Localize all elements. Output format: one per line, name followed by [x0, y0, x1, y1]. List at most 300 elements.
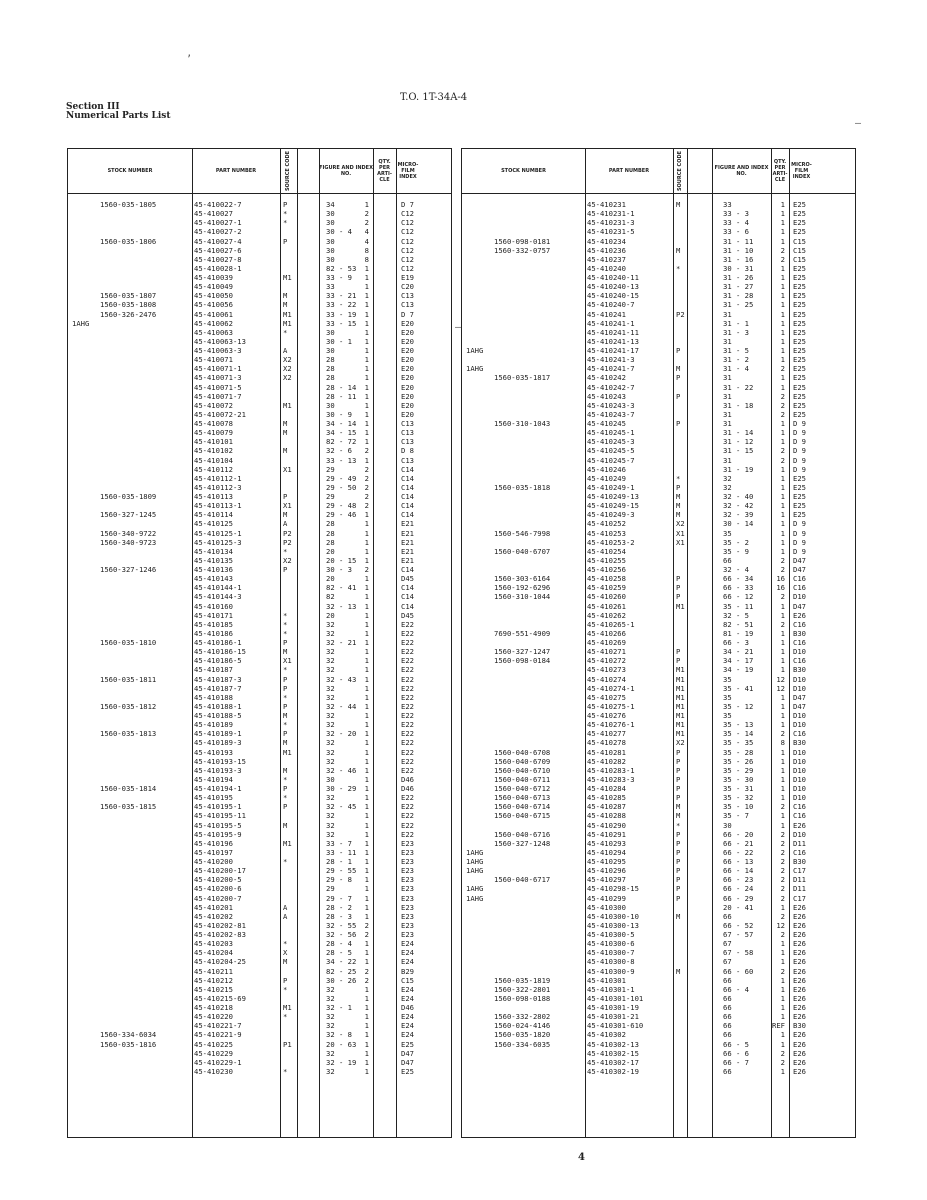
prefix-cell: 1AHG	[466, 893, 484, 903]
qty-cell: 1	[780, 993, 785, 1003]
microfilm-cell: D10	[793, 774, 806, 784]
figure-index-cell: 31 - 16	[723, 254, 754, 264]
table-row	[462, 839, 855, 848]
source-code-cell: A	[283, 346, 288, 355]
qty-cell: 1	[364, 400, 369, 410]
qty-cell: 1	[780, 811, 785, 821]
qty-cell: 12	[776, 683, 785, 693]
qty-cell: 1	[780, 273, 785, 282]
table-row	[68, 364, 451, 373]
part-number-cell: 45-410301-101	[587, 993, 644, 1003]
source-code-cell: X2	[283, 355, 292, 365]
figure-index-cell: 28 - 11	[326, 391, 357, 401]
part-number-cell: 45-410273	[587, 665, 626, 675]
qty-cell: 1	[364, 336, 369, 346]
figure-index-cell: 28 - 4	[326, 939, 352, 949]
part-number-cell: 45-410039	[194, 273, 233, 282]
part-number-cell: 45-410189-1	[194, 729, 242, 739]
qty-cell: 1	[364, 583, 369, 593]
figure-index-cell: 82	[326, 592, 335, 602]
qty-cell: 1	[780, 1030, 785, 1040]
to-number: T.O. 1T-34A-4	[400, 92, 468, 103]
figure-index-cell: 29	[326, 884, 335, 894]
microfilm-cell: B29	[401, 966, 414, 976]
qty-cell: 1	[780, 747, 785, 757]
qty-cell: 1	[364, 346, 369, 355]
table-row	[68, 793, 451, 802]
part-number-cell: 45-410231-3	[587, 218, 635, 228]
figure-index-cell: 31 - 1	[723, 318, 749, 328]
microfilm-cell: C14	[401, 565, 414, 574]
margin-mark: —	[455, 322, 462, 333]
figure-index-cell: 82 - 53	[326, 263, 357, 273]
qty-cell: 2	[364, 920, 369, 930]
part-number-cell: 45-410245-5	[587, 446, 635, 456]
microfilm-cell: E25	[793, 510, 806, 520]
part-number-cell: 45-410300-8	[587, 957, 635, 967]
source-code-cell: M1	[676, 729, 685, 739]
table-row	[68, 300, 451, 309]
table-row	[462, 474, 855, 483]
figure-index-cell: 66 - 29	[723, 893, 754, 903]
stock-number-cell: 1560-035-1817	[494, 373, 551, 383]
qty-cell: 1	[780, 473, 785, 483]
figure-index-cell: 32	[326, 628, 335, 638]
figure-index-cell: 20	[326, 610, 335, 620]
figure-index-cell: 33	[723, 200, 732, 209]
qty-cell: 2	[780, 1057, 785, 1067]
qty-cell: 2	[780, 893, 785, 903]
table-row	[68, 255, 451, 264]
part-number-cell: 45-410079	[194, 428, 233, 438]
table-rows-left	[68, 200, 451, 1076]
part-number-cell: 45-410144-3	[194, 592, 242, 602]
microfilm-cell: D 7	[401, 309, 414, 319]
figure-index-cell: 32	[326, 720, 335, 730]
part-number-cell: 45-410193-15	[194, 756, 246, 766]
table-row	[462, 784, 855, 793]
part-number-cell: 45-410300-10	[587, 911, 639, 921]
source-code-cell: M1	[283, 318, 292, 328]
table-row	[68, 1021, 451, 1030]
stock-number-cell: 1560-327-1246	[100, 565, 157, 574]
figure-index-cell: 33 - 13	[326, 455, 357, 465]
figure-index-cell: 33 - 21	[326, 291, 357, 301]
table-row	[68, 501, 451, 510]
qty-cell: 1	[364, 318, 369, 328]
table-row	[68, 319, 451, 328]
source-code-cell: P	[676, 847, 681, 857]
figure-index-cell: 29 - 7	[326, 893, 352, 903]
qty-cell: 2	[780, 245, 785, 255]
qty-cell: 1	[364, 939, 369, 949]
qty-cell: 2	[364, 473, 369, 483]
table-row	[462, 1021, 855, 1030]
source-code-cell: M	[283, 957, 288, 967]
source-code-cell: A	[283, 911, 288, 921]
part-number-cell: 45-410291	[587, 829, 626, 839]
table-row	[68, 985, 451, 994]
table-row	[462, 574, 855, 583]
table-row	[462, 483, 855, 492]
figure-index-cell: 31 - 5	[723, 346, 749, 355]
part-number-cell: 45-410277	[587, 729, 626, 739]
figure-index-cell: 34 - 19	[723, 665, 754, 675]
table-row	[68, 227, 451, 236]
part-number-cell: 45-410202-81	[194, 920, 246, 930]
part-number-cell: 45-410027	[194, 209, 233, 219]
source-code-cell: P	[676, 784, 681, 793]
qty-cell: 1	[780, 601, 785, 611]
part-number-cell: 45-410301-19	[587, 1003, 639, 1012]
table-row	[462, 976, 855, 985]
source-code-cell: P1	[283, 1039, 292, 1049]
figure-index-cell: 66 - 60	[723, 966, 754, 976]
qty-cell: 1	[364, 902, 369, 912]
figure-index-cell: 32 - 4	[723, 565, 749, 574]
microfilm-cell: E20	[401, 391, 414, 401]
part-number-cell: 45-410295	[587, 857, 626, 866]
table-row	[68, 1067, 451, 1076]
part-number-cell: 45-410225	[194, 1039, 233, 1049]
stock-number-cell: 1560-040-6717	[494, 875, 551, 885]
figure-index-cell: 67 - 58	[723, 948, 754, 958]
qty-cell: 1	[780, 300, 785, 310]
source-code-cell: *	[283, 774, 288, 784]
figure-index-cell: 31 - 2	[723, 355, 749, 365]
table-row	[462, 620, 855, 629]
microfilm-cell: C16	[793, 574, 806, 584]
figure-index-cell: 30	[326, 209, 335, 219]
table-row	[68, 967, 451, 976]
part-number-cell: 45-410245-3	[587, 437, 635, 447]
figure-index-cell: 32	[326, 793, 335, 803]
figure-index-cell: 33	[326, 282, 335, 292]
part-number-cell: 45-410269	[587, 638, 626, 647]
figure-index-cell: 31	[723, 391, 732, 401]
qty-cell: 1	[780, 227, 785, 237]
figure-index-cell: 33 - 15	[326, 318, 357, 328]
part-number-cell: 45-410259	[587, 583, 626, 593]
table-row	[68, 948, 451, 957]
table-row	[462, 510, 855, 519]
qty-cell: 2	[364, 464, 369, 474]
part-number-cell: 45-410072-21	[194, 409, 246, 419]
source-code-cell: P	[676, 893, 681, 903]
source-code-cell: P	[283, 638, 288, 647]
qty-cell: 2	[364, 209, 369, 219]
part-number-cell: 45-410262	[587, 610, 626, 620]
qty-cell: 2	[780, 802, 785, 812]
source-code-cell: M	[283, 419, 288, 428]
source-code-cell: M	[283, 300, 288, 310]
part-number-cell: 45-410300	[587, 902, 626, 912]
microfilm-cell: E26	[793, 820, 806, 830]
table-row	[462, 894, 855, 903]
source-code-cell: M1	[283, 1003, 292, 1012]
table-row	[68, 373, 451, 382]
figure-index-cell: 66	[723, 1021, 732, 1031]
source-code-cell: P	[676, 747, 681, 757]
figure-index-cell: 28 - 14	[326, 382, 357, 392]
table-row	[462, 428, 855, 437]
table-row	[68, 857, 451, 866]
figure-index-cell: 29 - 55	[326, 866, 357, 876]
part-number-cell: 45-410061	[194, 309, 233, 319]
stock-number-cell: 1560-040-6708	[494, 747, 551, 757]
figure-index-cell: 66 - 22	[723, 847, 754, 857]
microfilm-cell: E20	[401, 355, 414, 365]
qty-cell: 1	[780, 428, 785, 438]
qty-cell: 1	[780, 355, 785, 365]
table-row	[68, 757, 451, 766]
figure-index-cell: 32 - 19	[326, 1057, 357, 1067]
figure-index-cell: 30	[326, 400, 335, 410]
figure-index-cell: 32	[723, 473, 732, 483]
stock-number-cell: 1560-326-2476	[100, 309, 157, 319]
microfilm-cell: E21	[401, 519, 414, 529]
figure-index-cell: 34 - 14	[326, 419, 357, 428]
source-code-cell: A	[283, 902, 288, 912]
part-number-cell: 45-410186-15	[194, 647, 246, 657]
table-row	[68, 1040, 451, 1049]
qty-cell: 1	[364, 273, 369, 282]
figure-index-cell: 35 - 29	[723, 765, 754, 775]
source-code-cell: X	[283, 948, 288, 958]
figure-index-cell: 32	[326, 756, 335, 766]
figure-index-cell: 66	[723, 555, 732, 565]
microfilm-cell: E25	[793, 409, 806, 419]
col-microfilm: MICRO-FILM INDEX	[791, 162, 812, 180]
table-row	[462, 501, 855, 510]
qty-cell: 2	[780, 619, 785, 629]
microfilm-cell: B30	[793, 1021, 806, 1031]
part-number-cell: 45-410302	[587, 1030, 626, 1040]
part-number-cell: 45-410294	[587, 847, 626, 857]
figure-index-cell: 31 - 28	[723, 291, 754, 301]
part-number-cell: 45-410114	[194, 510, 233, 520]
source-code-cell: X1	[283, 656, 292, 666]
table-row	[68, 647, 451, 656]
qty-cell: 1	[780, 638, 785, 647]
qty-cell: 2	[780, 555, 785, 565]
qty-cell: 1	[364, 1012, 369, 1022]
microfilm-cell: C12	[401, 263, 414, 273]
microfilm-cell: E26	[793, 975, 806, 985]
qty-cell: 2	[780, 254, 785, 264]
microfilm-cell: C16	[793, 583, 806, 593]
source-code-cell: X2	[283, 364, 292, 374]
part-number-cell: 45-410186-5	[194, 656, 242, 666]
qty-cell: 1	[364, 784, 369, 793]
qty-cell: 2	[364, 482, 369, 492]
figure-index-cell: 32	[326, 656, 335, 666]
figure-index-cell: 28	[326, 355, 335, 365]
microfilm-cell: E20	[401, 336, 414, 346]
part-number-cell: 45-410293	[587, 838, 626, 848]
table-row	[68, 693, 451, 702]
qty-cell: 1	[780, 902, 785, 912]
qty-cell: 2	[780, 592, 785, 602]
stock-number-cell: 1560-035-1807	[100, 291, 157, 301]
table-row	[68, 1049, 451, 1058]
figure-index-cell: 35 - 9	[723, 546, 749, 556]
table-row	[68, 629, 451, 638]
figure-index-cell: 82 - 25	[326, 966, 357, 976]
figure-index-cell: 32 - 39	[723, 510, 754, 520]
table-row	[462, 656, 855, 665]
stock-number-cell: 1560-035-1806	[100, 236, 157, 246]
part-number-cell: 45-410298-15	[587, 884, 639, 894]
figure-index-cell: 31 - 14	[723, 428, 754, 438]
source-code-cell: P	[676, 884, 681, 894]
microfilm-cell: E22	[401, 802, 414, 812]
table-row	[462, 638, 855, 647]
table-row	[68, 720, 451, 729]
qty-cell: 1	[364, 409, 369, 419]
source-code-cell: P	[676, 857, 681, 866]
table-row	[462, 802, 855, 811]
table-row	[462, 629, 855, 638]
part-number-cell: 45-410274-1	[587, 683, 635, 693]
part-number-cell: 45-410241-1	[587, 318, 635, 328]
qty-cell: 1	[364, 619, 369, 629]
table-row	[68, 1003, 451, 1012]
qty-cell: 8	[364, 245, 369, 255]
microfilm-cell: E20	[401, 364, 414, 374]
table-row	[462, 748, 855, 757]
microfilm-cell: D46	[401, 784, 414, 793]
figure-index-cell: 31	[723, 409, 732, 419]
part-number-cell: 45-410297	[587, 875, 626, 885]
microfilm-cell: E26	[793, 939, 806, 949]
part-number-cell: 45-410027-4	[194, 236, 242, 246]
qty-cell: 2	[780, 565, 785, 574]
stock-number-cell: 1560-546-7998	[494, 528, 551, 538]
figure-index-cell: 67	[723, 957, 732, 967]
qty-cell: 1	[364, 263, 369, 273]
qty-cell: 1	[364, 711, 369, 720]
microfilm-cell: E25	[793, 282, 806, 292]
part-number-cell: 45-410302-19	[587, 1066, 639, 1076]
qty-cell: 1	[780, 784, 785, 793]
table-row	[68, 218, 451, 227]
source-code-cell: P	[283, 565, 288, 574]
source-code-cell: M1	[283, 400, 292, 410]
table-row	[462, 364, 855, 373]
stock-number-cell: 1560-340-9722	[100, 528, 157, 538]
part-number-cell: 45-410112	[194, 464, 233, 474]
figure-index-cell: 33 - 19	[326, 309, 357, 319]
stock-number-cell: 1560-310-1044	[494, 592, 551, 602]
part-number-cell: 45-410197	[194, 847, 233, 857]
microfilm-cell: E25	[793, 382, 806, 392]
qty-cell: 1	[364, 355, 369, 365]
qty-cell: 2	[780, 364, 785, 374]
part-number-cell: 45-410193	[194, 747, 233, 757]
qty-cell: 1	[780, 282, 785, 292]
part-number-cell: 45-410215	[194, 984, 233, 994]
figure-index-cell: 32	[326, 1021, 335, 1031]
source-code-cell: P	[283, 492, 288, 501]
section-subtitle: Numerical Parts List	[66, 111, 171, 121]
qty-cell: 2	[364, 446, 369, 456]
qty-cell: 1	[780, 537, 785, 547]
part-number-cell: 45-410136	[194, 565, 233, 574]
table-row	[68, 638, 451, 647]
microfilm-cell: E22	[401, 720, 414, 730]
figure-index-cell: 33 - 22	[326, 300, 357, 310]
figure-index-cell: 35	[723, 692, 732, 702]
microfilm-cell: D11	[793, 884, 806, 894]
part-number-cell: 45-410050	[194, 291, 233, 301]
part-number-cell: 45-410241-7	[587, 364, 635, 374]
qty-cell: 1	[364, 875, 369, 885]
figure-index-cell: 32 - 45	[326, 802, 357, 812]
source-code-cell: P	[676, 774, 681, 784]
table-row	[68, 456, 451, 465]
source-code-cell: M	[283, 765, 288, 775]
table-row	[462, 419, 855, 428]
part-number-cell: 45-410160	[194, 601, 233, 611]
figure-index-cell: 30	[326, 774, 335, 784]
source-code-cell: P	[676, 583, 681, 593]
table-row	[68, 492, 451, 501]
figure-index-cell: 31 - 11	[723, 236, 754, 246]
figure-index-cell: 30 - 31	[723, 263, 754, 273]
source-code-cell: P	[283, 701, 288, 711]
microfilm-cell: B30	[793, 628, 806, 638]
qty-cell: 2	[364, 565, 369, 574]
figure-index-cell: 32	[326, 811, 335, 821]
table-row	[462, 319, 855, 328]
stock-number-cell: 1560-035-1810	[100, 638, 157, 647]
table-row	[462, 957, 855, 966]
qty-cell: 1	[364, 546, 369, 556]
table-row	[68, 346, 451, 355]
qty-cell: 2	[780, 446, 785, 456]
table-row	[68, 665, 451, 674]
qty-cell: 16	[776, 574, 785, 584]
microfilm-cell: D10	[793, 793, 806, 803]
figure-index-cell: 31	[723, 455, 732, 465]
part-number-cell: 45-410266	[587, 628, 626, 638]
microfilm-cell: C20	[401, 282, 414, 292]
qty-cell: 1	[364, 674, 369, 684]
figure-index-cell: 32	[326, 829, 335, 839]
table-row	[462, 456, 855, 465]
source-code-cell: X1	[676, 537, 685, 547]
figure-index-cell: 35	[723, 711, 732, 720]
part-number-cell: 45-410300-13	[587, 920, 639, 930]
qty-cell: REF	[772, 1021, 785, 1031]
microfilm-cell: C14	[401, 482, 414, 492]
microfilm-cell: C14	[401, 583, 414, 593]
microfilm-cell: D10	[793, 647, 806, 657]
figure-index-cell: 33 - 9	[326, 273, 352, 282]
part-number-cell: 45-410275-1	[587, 701, 635, 711]
microfilm-cell: E19	[401, 273, 414, 282]
stock-number-cell: 1560-035-1815	[100, 802, 157, 812]
qty-cell: 1	[364, 701, 369, 711]
qty-cell: 1	[364, 720, 369, 730]
part-number-cell: 45-410218	[194, 1003, 233, 1012]
table-row	[68, 738, 451, 747]
part-number-cell: 45-410125-3	[194, 537, 242, 547]
stock-number-cell: 1560-334-6034	[100, 1030, 157, 1040]
figure-index-cell: 66 - 7	[723, 1057, 749, 1067]
table-row	[68, 310, 451, 319]
